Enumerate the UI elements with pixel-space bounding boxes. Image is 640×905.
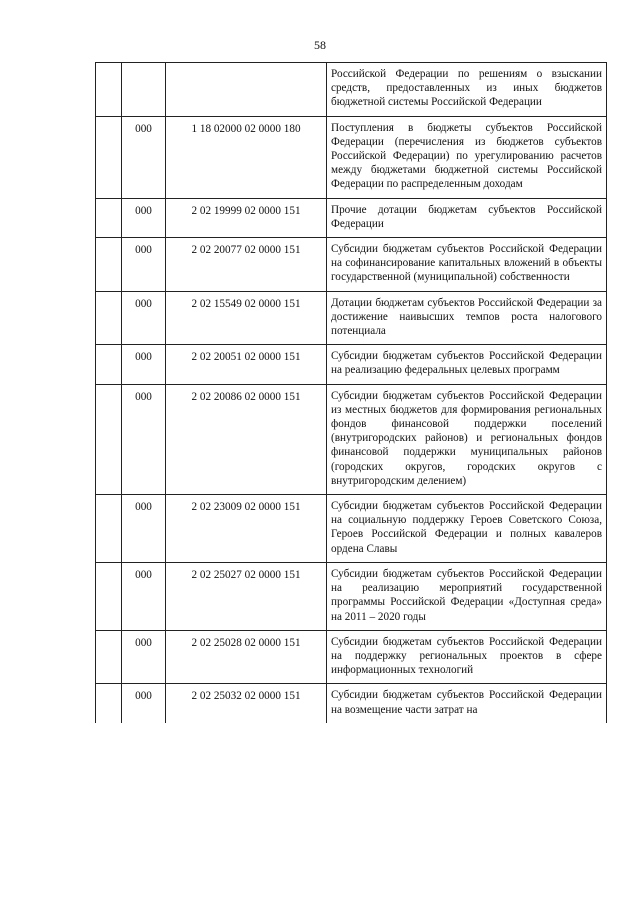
table-row [96, 495, 607, 563]
table-row [96, 63, 607, 117]
admin-code-cell: 000 [122, 291, 166, 345]
admin-code-cell: 000 [122, 198, 166, 237]
margin-cell [96, 198, 122, 237]
budget-code-cell [166, 63, 327, 117]
budget-code-cell: 1 18 02000 02 0000 180 [166, 116, 327, 198]
budget-code-cell: 2 02 20051 02 0000 151 [166, 345, 327, 384]
table-row [96, 238, 607, 292]
budget-code-cell: 2 02 15549 02 0000 151 [166, 291, 327, 345]
margin-cell [96, 238, 122, 292]
description-cell: Субсидии бюджетам субъектов Российской Федерации на возмещение части затрат на [327, 684, 607, 723]
budget-code-cell: 2 02 25027 02 0000 151 [166, 562, 327, 630]
margin-cell [96, 562, 122, 630]
admin-code-cell: 000 [122, 384, 166, 494]
table-row [96, 345, 607, 384]
description-cell: Субсидии бюджетам субъектов Российской Федерации из местных бюджетов для формирования региональных фондов финансовой поддержки поселений (внутригородских районов) и региональных фондов финансовой поддержки муниципальных районов (городских округов, городских округов с внутригородским делением) [327, 384, 607, 494]
budget-code-cell: 2 02 25028 02 0000 151 [166, 630, 327, 684]
admin-code-cell: 000 [122, 238, 166, 292]
budget-code-cell: 2 02 23009 02 0000 151 [166, 495, 327, 563]
table-row [96, 291, 607, 345]
admin-code-cell: 000 [122, 684, 166, 723]
margin-cell [96, 495, 122, 563]
description-cell: Дотации бюджетам субъектов Российской Федерации за достижение наивысших темпов роста налогового потенциала [327, 291, 607, 345]
margin-cell [96, 630, 122, 684]
budget-code-cell: 2 02 20077 02 0000 151 [166, 238, 327, 292]
budget-code-cell: 2 02 19999 02 0000 151 [166, 198, 327, 237]
margin-cell [96, 291, 122, 345]
description-cell: Поступления в бюджеты субъектов Российской Федерации (перечисления из бюджетов субъектов Российской Федерации) по урегулированию расчетов между бюджетами бюджетной системы Российской Федерации по распределенным доходам [327, 116, 607, 198]
description-cell: Субсидии бюджетам субъектов Российской Федерации на социальную поддержку Героев Советского Союза, Героев Российской Федерации и полных кавалеров ордена Славы [327, 495, 607, 563]
table-row [96, 198, 607, 237]
margin-cell [96, 345, 122, 384]
budget-code-table [95, 62, 607, 723]
admin-code-cell: 000 [122, 116, 166, 198]
page-number: 58 [314, 38, 326, 52]
admin-code-cell [122, 63, 166, 117]
description-cell: Субсидии бюджетам субъектов Российской Федерации на софинансирование капитальных вложений в объекты государственной (муниципальной) собственности [327, 238, 607, 292]
admin-code-cell: 000 [122, 495, 166, 563]
description-cell: Российской Федерации по решениям о взыскании средств, предоставленных из иных бюджетов бюджетной системы Российской Федерации [327, 63, 607, 117]
budget-code-cell: 2 02 25032 02 0000 151 [166, 684, 327, 723]
admin-code-cell: 000 [122, 345, 166, 384]
budget-code-cell: 2 02 20086 02 0000 151 [166, 384, 327, 494]
description-cell: Субсидии бюджетам субъектов Российской Федерации на поддержку региональных проектов в сфере информационных технологий [327, 630, 607, 684]
margin-cell [96, 63, 122, 117]
table-row [96, 116, 607, 198]
margin-cell [96, 116, 122, 198]
table-row [96, 684, 607, 723]
description-cell: Прочие дотации бюджетам субъектов Российской Федерации [327, 198, 607, 237]
admin-code-cell: 000 [122, 630, 166, 684]
admin-code-cell: 000 [122, 562, 166, 630]
margin-cell [96, 684, 122, 723]
table-row [96, 562, 607, 630]
margin-cell [96, 384, 122, 494]
table-row [96, 630, 607, 684]
description-cell: Субсидии бюджетам субъектов Российской Федерации на реализацию мероприятий государственной программы Российской Федерации «Доступная среда» на 2011 – 2020 годы [327, 562, 607, 630]
description-cell: Субсидии бюджетам субъектов Российской Федерации на реализацию федеральных целевых программ [327, 345, 607, 384]
table-row [96, 384, 607, 494]
